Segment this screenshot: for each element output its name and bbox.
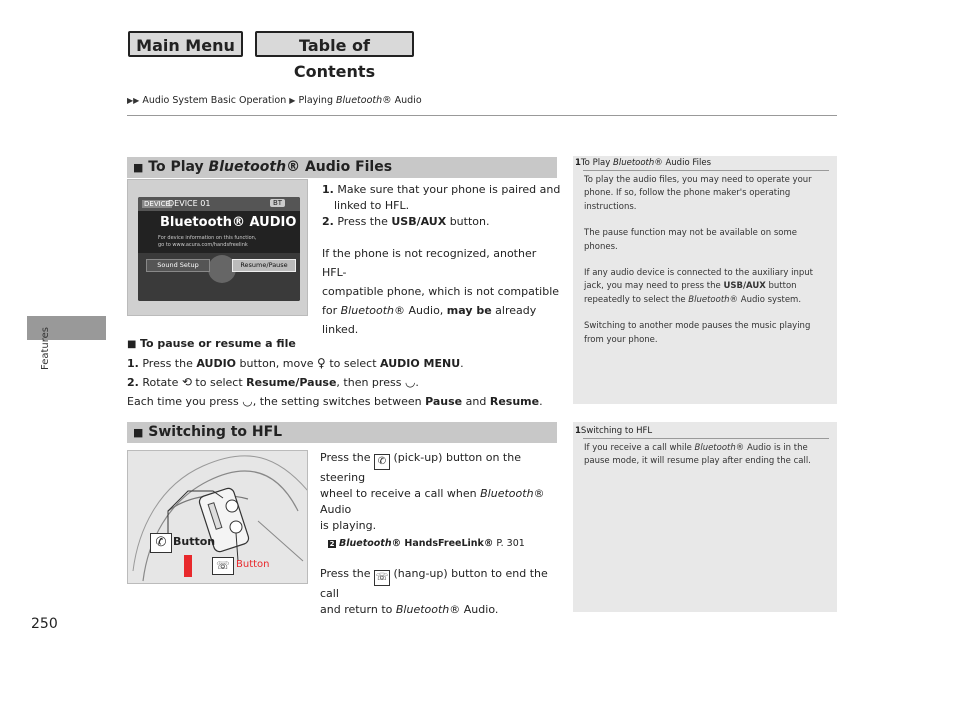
interface-dial-press-icon: ◡ bbox=[404, 375, 416, 389]
phone-hangup-icon: ☏ bbox=[374, 570, 390, 586]
resume-pause-option: Resume/Pause bbox=[232, 259, 296, 272]
table-of-contents-button[interactable]: Table of Contents bbox=[255, 31, 414, 57]
section2-text: Press the ✆ (pick-up) button on the steering wheel to receive a call when Bluetooth® Audio is playing. 2 Bluetooth® HandsFreeLink® P. 301 Press the ☏ (hang-up) button to end the call and return to Bluetooth® Audio. bbox=[320, 450, 562, 618]
section-bullet-icon: ■ bbox=[133, 426, 144, 439]
side-note-1-divider bbox=[583, 170, 829, 171]
chapter-tab bbox=[27, 316, 106, 340]
subsection-bullet-icon: ■ bbox=[127, 339, 137, 350]
breadcrumb bbox=[127, 95, 422, 106]
header-divider bbox=[127, 115, 837, 116]
sound-setup-option: Sound Setup bbox=[146, 259, 210, 272]
cross-ref-arrow-icon: 2 bbox=[329, 540, 335, 548]
bt-badge: BT bbox=[270, 199, 285, 207]
hangup-button-label: Button bbox=[236, 559, 270, 570]
steering-wheel-image bbox=[127, 450, 308, 584]
audio-screen-image bbox=[127, 179, 308, 316]
pickup-button-label: Button bbox=[173, 535, 216, 548]
page-number: 250 bbox=[31, 616, 58, 632]
section1-steps: 1. Make sure that your phone is paired and linked to HFL. 2. Press the USB/AUX button. bbox=[322, 183, 561, 228]
screen-info: go to www.acura.com/handsfreelink bbox=[158, 242, 248, 248]
side-note-2-title: 1Switching to HFL bbox=[575, 426, 653, 436]
breadcrumb-item-playing-bt: Playing Bluetooth® Audio bbox=[298, 95, 422, 106]
screen-info: For device information on this function, bbox=[158, 235, 257, 241]
side-note-2-divider bbox=[583, 438, 829, 439]
section-bullet-icon: ■ bbox=[133, 161, 144, 174]
phone-hangup-icon: ☏ bbox=[212, 557, 234, 575]
breadcrumb-arrow-icon: ▶▶ bbox=[127, 96, 140, 105]
bt-audio-display: DEVICE DEVICE 01 BT Bluetooth® AUDIO For device information on this function, go to www.acura.com/handsfreelink Sound Setup Resume/Pause bbox=[138, 197, 300, 301]
section-heading-play-bt: ■ To Play Bluetooth® Audio Files bbox=[127, 157, 557, 178]
pause-resume-subsection: ■ To pause or resume a file 1. Press the AUDIO button, move ♀ to select AUDIO MENU. 2. Rotate ⟲ to select Resume/Pause, then press ◡. Each time you press ◡, the setting switches between Pause and Resume. bbox=[127, 337, 543, 408]
section-heading-switching-hfl: ■ Switching to HFL bbox=[127, 422, 557, 443]
side-note-2-body: If you receive a call while Bluetooth® Audio is in the pause mode, it will resume play after ending the call. bbox=[584, 443, 811, 467]
screen-title: Bluetooth® AUDIO bbox=[160, 215, 297, 230]
section1-note: If the phone is not recognized, another HFL- compatible phone, which is not compatible for Bluetooth® Audio, may be already linked. bbox=[322, 247, 560, 336]
red-marker bbox=[184, 555, 192, 577]
breadcrumb-arrow-icon: ▶ bbox=[289, 96, 296, 105]
interface-dial-rotate-icon: ⟲ bbox=[181, 375, 192, 389]
interface-dial-press-icon: ◡ bbox=[242, 394, 253, 408]
cross-reference-hfl[interactable]: 2 Bluetooth® HandsFreeLink® P. 301 bbox=[329, 538, 525, 549]
interface-dial-move-icon: ♀ bbox=[317, 356, 326, 370]
side-note-1-body: To play the audio files, you may need to operate your phone. If so, follow the phone maker's operating instructions. The pause function may not be available on some phones. If any audio device is connected to the auxiliary input jack, you may need to press the USB/AUX button repeatedly to select the Bluetooth® Audio system. Switching to another mode pauses the music playing from your phone. bbox=[584, 175, 814, 345]
phone-pickup-icon: ✆ bbox=[374, 454, 390, 470]
device-label: DEVICE 01 bbox=[168, 199, 211, 208]
phone-pickup-icon: ✆ bbox=[150, 533, 172, 553]
breadcrumb-item-audio-basic[interactable]: Audio System Basic Operation bbox=[142, 95, 287, 106]
main-menu-button[interactable]: Main Menu bbox=[128, 31, 243, 57]
chapter-label: Features bbox=[40, 327, 51, 370]
side-note-1-title: 1To Play Bluetooth® Audio Files bbox=[575, 158, 711, 168]
